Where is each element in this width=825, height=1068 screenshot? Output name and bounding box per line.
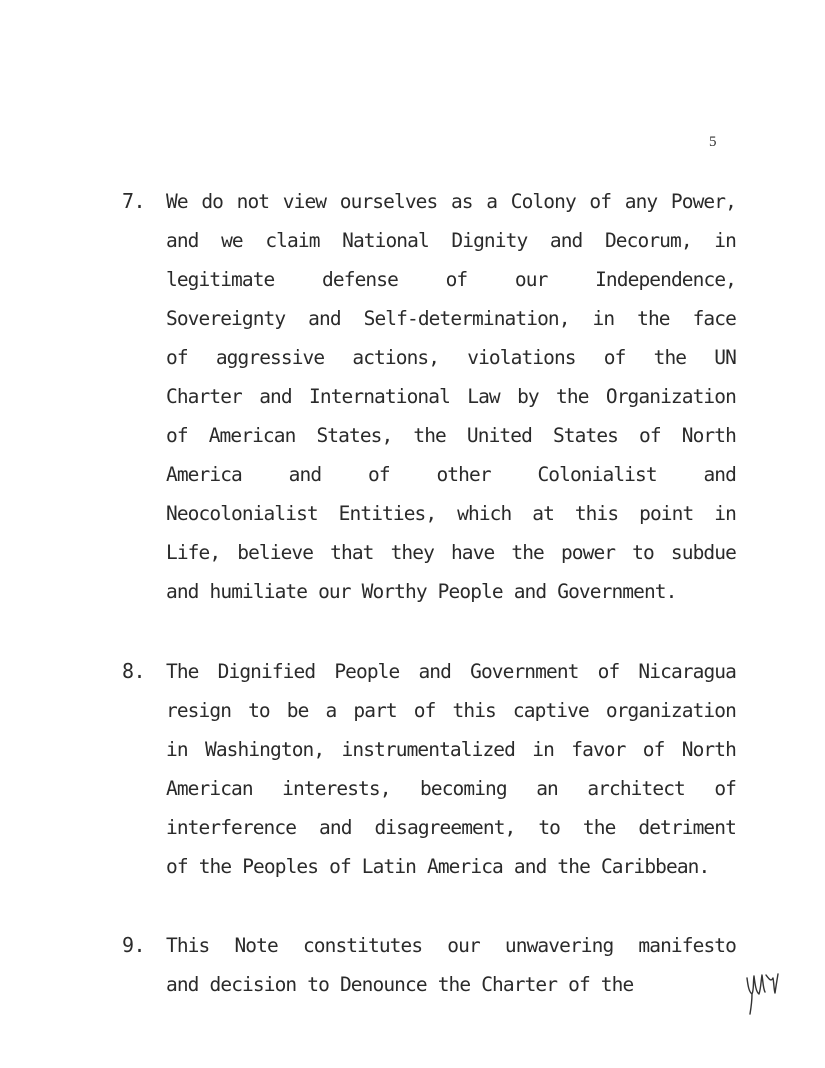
word: of <box>714 777 736 800</box>
word: and <box>513 855 547 878</box>
word: which <box>457 502 512 525</box>
word: American <box>208 424 296 447</box>
word: of <box>642 738 665 761</box>
word: have <box>450 541 495 564</box>
word: North <box>681 424 736 447</box>
word: in <box>532 738 554 761</box>
word: to <box>307 973 329 996</box>
word: North <box>681 738 736 761</box>
word: and <box>513 580 547 603</box>
paragraph-line <box>166 847 736 886</box>
paragraph-line <box>166 808 736 847</box>
word: American <box>166 777 253 800</box>
word: the <box>413 424 446 447</box>
word: the <box>511 541 544 564</box>
word: actions, <box>352 346 440 369</box>
word: claim <box>265 229 320 252</box>
word: and <box>166 229 199 252</box>
word: of <box>568 973 590 996</box>
word: our <box>514 268 548 291</box>
word: International <box>309 385 450 408</box>
word: part <box>353 699 397 722</box>
word: of <box>166 346 188 369</box>
word: United <box>466 424 532 447</box>
word: Decorum, <box>604 229 692 252</box>
word: This <box>166 934 210 957</box>
word: of <box>445 268 468 291</box>
word: Washington, <box>204 738 325 761</box>
word: to <box>632 541 654 564</box>
word: States <box>552 424 619 447</box>
paragraph-line <box>166 769 736 808</box>
word: resign <box>166 699 232 722</box>
word: violations <box>467 346 576 369</box>
word: and <box>308 307 341 330</box>
word: of <box>597 660 620 683</box>
word: captive <box>512 699 589 722</box>
word: ourselves <box>339 190 438 213</box>
word: Government <box>470 660 579 683</box>
paragraph-body <box>166 652 736 886</box>
word: and <box>166 973 199 996</box>
word: Neocolonialist <box>166 502 318 525</box>
word: Dignity <box>451 229 528 252</box>
word: Self-determination, <box>363 307 570 330</box>
word: the <box>637 307 670 330</box>
word: Organization <box>605 385 736 408</box>
word: Latin <box>361 855 416 878</box>
word: Charter <box>481 973 558 996</box>
word: of <box>589 190 612 213</box>
word: face <box>692 307 736 330</box>
word: and <box>418 660 451 683</box>
paragraph-line <box>166 494 736 533</box>
word: and <box>549 229 583 252</box>
word: that <box>330 541 374 564</box>
word: to <box>538 816 560 839</box>
paragraph-line <box>166 299 736 338</box>
page-number: 5 <box>709 134 717 150</box>
word: interference <box>166 816 297 839</box>
word: constitutes <box>302 934 423 957</box>
word: in <box>714 229 736 252</box>
paragraph-number: 7. <box>122 189 146 213</box>
word: instrumentalized <box>341 738 515 761</box>
word: We <box>166 190 188 213</box>
word: Life, <box>166 541 221 564</box>
paragraph-line <box>166 730 736 769</box>
word: our <box>447 934 480 957</box>
word: at <box>532 502 554 525</box>
word: Note <box>234 934 278 957</box>
word: Colonialist <box>537 463 657 486</box>
word: of <box>329 855 351 878</box>
paragraph-line <box>166 260 736 299</box>
paragraph-line <box>166 455 736 494</box>
word: People <box>334 660 400 683</box>
word: architect <box>587 777 685 800</box>
word: favor <box>571 738 626 761</box>
paragraph-number: 8. <box>122 659 146 683</box>
word: organization <box>605 699 736 722</box>
word: not <box>236 190 270 213</box>
word: defense <box>322 268 398 291</box>
word: UN <box>714 346 736 369</box>
word: a <box>486 190 498 213</box>
word: the <box>557 855 590 878</box>
paragraph-line <box>166 691 736 730</box>
word: by <box>517 385 539 408</box>
word: Colony <box>510 190 576 213</box>
word: power <box>560 541 616 564</box>
paragraph-line <box>166 377 736 416</box>
word: Caribbean. <box>600 855 710 878</box>
paragraph-line <box>166 338 736 377</box>
paragraph-line <box>166 572 736 611</box>
word: of <box>639 424 661 447</box>
word: and <box>288 463 322 486</box>
word: of <box>413 699 436 722</box>
word: in <box>166 738 188 761</box>
word: humiliate <box>209 580 308 603</box>
word: this <box>452 699 496 722</box>
word: the <box>653 346 687 369</box>
word: the <box>556 385 589 408</box>
word: in <box>714 502 736 525</box>
word: People <box>437 580 503 603</box>
word: be <box>286 699 309 722</box>
word: of <box>367 463 390 486</box>
word: other <box>436 463 491 486</box>
word: of <box>166 855 188 878</box>
word: America <box>166 463 242 486</box>
handwritten-initials <box>744 972 780 1016</box>
word: subdue <box>670 541 736 564</box>
word: we <box>221 229 243 252</box>
word: National <box>342 229 429 252</box>
word: States, <box>316 424 393 447</box>
paragraph-line <box>166 533 736 572</box>
word: of <box>603 346 626 369</box>
word: as <box>450 190 473 213</box>
paragraph-line <box>166 926 736 965</box>
word: and <box>259 385 292 408</box>
word: the <box>600 973 634 996</box>
paragraph-line <box>166 965 736 1004</box>
word: view <box>282 190 327 213</box>
word: Power, <box>670 190 736 213</box>
word: to <box>248 699 270 722</box>
word: Sovereignty <box>166 307 286 330</box>
paragraph-number: 9. <box>122 933 146 957</box>
word: America <box>427 855 503 878</box>
word: becoming <box>420 777 507 800</box>
word: legitimate <box>166 268 275 291</box>
word: Nicaragua <box>638 660 736 683</box>
word: believe <box>237 541 314 564</box>
word: The <box>166 660 199 683</box>
word: point <box>639 502 694 525</box>
paragraph-line <box>166 652 736 691</box>
word: the <box>437 973 471 996</box>
word: and <box>319 816 352 839</box>
word: any <box>624 190 658 213</box>
word: Peoples <box>242 855 319 878</box>
word: manifesto <box>638 934 736 957</box>
word: Worthy <box>361 580 427 603</box>
word: this <box>574 502 619 525</box>
word: detriment <box>638 816 736 839</box>
paragraph-line <box>166 182 736 221</box>
word: of <box>166 424 188 447</box>
paragraph-line <box>166 416 736 455</box>
word: interests, <box>282 777 391 800</box>
word: Entities, <box>338 502 437 525</box>
word: Dignified <box>217 660 316 683</box>
word: and <box>703 463 736 486</box>
word: the <box>198 855 232 878</box>
word: do <box>201 190 223 213</box>
paragraph-body <box>166 926 736 1004</box>
word: Denounce <box>339 973 427 996</box>
paragraph-line <box>166 221 736 260</box>
word: aggressive <box>215 346 325 369</box>
word: our <box>318 580 351 603</box>
word: Law <box>467 385 500 408</box>
word: they <box>390 541 434 564</box>
paragraph-body <box>166 182 736 611</box>
word: the <box>582 816 616 839</box>
word: an <box>536 777 558 800</box>
word: in <box>592 307 615 330</box>
word: decision <box>209 973 297 996</box>
word: Independence, <box>595 268 736 291</box>
word: a <box>325 699 337 722</box>
word: disagreement, <box>374 816 516 839</box>
word: Charter <box>166 385 242 408</box>
word: and <box>166 580 199 603</box>
word: unwavering <box>504 934 614 957</box>
word: Government. <box>557 580 677 603</box>
